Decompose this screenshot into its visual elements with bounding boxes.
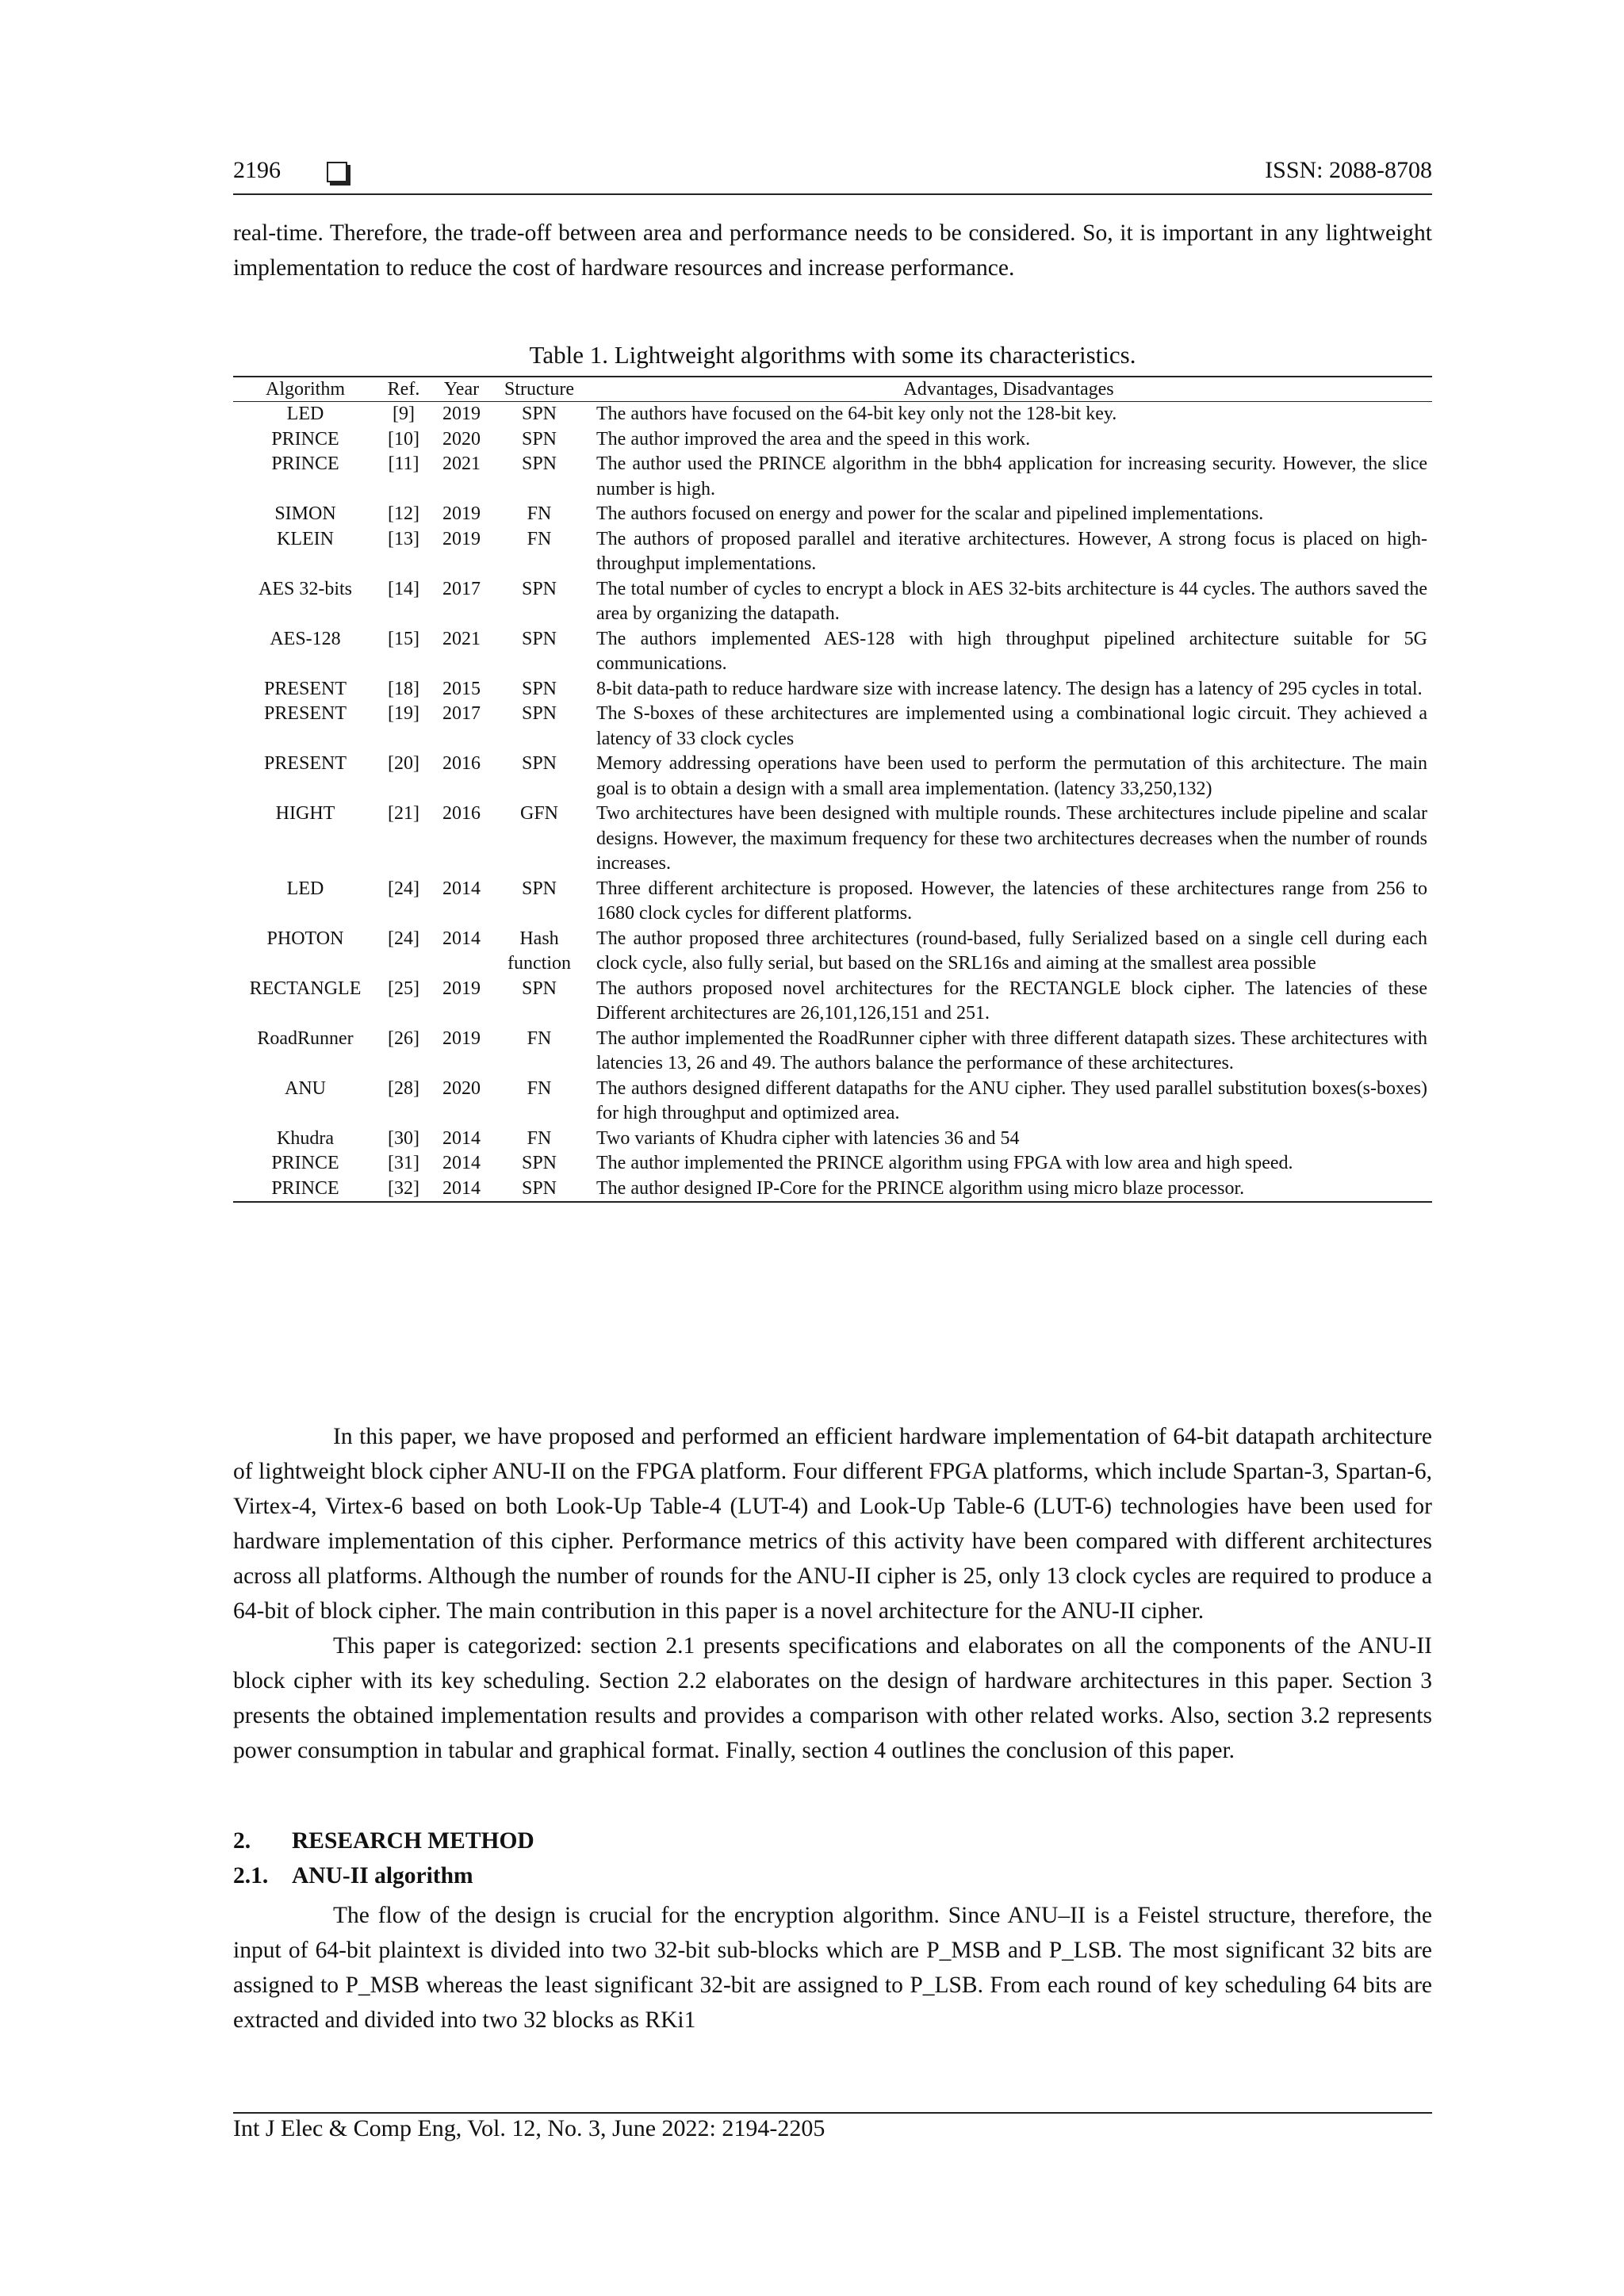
ref-cell: [24]: [388, 878, 419, 899]
ref-cell: [15]: [388, 628, 419, 649]
table-row: [233, 402, 1432, 427]
running-header: [233, 155, 1432, 195]
ref-cell: [13]: [388, 528, 419, 549]
ref-cell: [24]: [388, 928, 419, 949]
algorithm-cell: PRINCE: [271, 1153, 339, 1173]
structure-cell: SPN: [521, 878, 557, 899]
description-cell: The authors have focused on the 64-bit key only not the 128-bit key.: [596, 404, 1117, 424]
year-cell: 2021: [442, 453, 481, 474]
ref-cell: [10]: [388, 428, 419, 450]
structure-cell: FN: [527, 1077, 552, 1099]
ref-cell: [30]: [388, 1127, 419, 1149]
year-cell: 2021: [442, 628, 481, 649]
description-cell: Memory addressing operations have been used to perform the permutation of this architecture. The main goal is to obtain a design with a small area implementation. (latency 33,250,132): [596, 753, 1427, 799]
year-cell: 2019: [442, 978, 481, 999]
section-heading: [233, 1828, 1432, 1854]
table-row: [233, 1127, 1432, 1152]
algorithm-cell: PRESENT: [263, 703, 347, 724]
algorithm-cell: PRINCE: [233, 1177, 377, 1203]
ref-cell: [21]: [388, 803, 419, 824]
algorithm-cell: HIGHT: [275, 803, 335, 824]
section-number: 2.: [233, 1828, 251, 1854]
paragraph: This paper is categorized: section 2.1 presents specifications and elaborates on all the components of the ANU-II block cipher with its key scheduling. Section 2.2 elaborates on the design of hardware architectures in this paper. Section 3 presents the obtained implementation results and provides a comparison with other related works. Also, section 3.2 represents power consumption in tabular and graphical format. Finally, section 4 outlines the conclusion of this paper.: [233, 1633, 1432, 1763]
algorithm-cell: PRESENT: [263, 678, 347, 699]
algorithm-cell: ANU: [285, 1077, 326, 1099]
subsection-title: ANU-II algorithm: [292, 1863, 473, 1888]
algorithm-cell: Khudra: [277, 1127, 334, 1149]
subsection-number: 2.1.: [233, 1863, 269, 1888]
structure-cell: FN: [527, 1027, 552, 1049]
description-cell: The author implemented the RoadRunner cipher with three different datapath sizes. These architectures with latencies 13, 26 and 49. The authors balance the performance of these architectures.: [596, 1027, 1427, 1073]
table-row: [233, 1177, 1432, 1203]
table-row: [233, 527, 1432, 577]
column-header: Algorithm: [233, 377, 377, 402]
ref-cell: [20]: [388, 753, 419, 774]
paragraph: In this paper, we have proposed and performed an efficient hardware implementation of 64-bit datapath architecture of lightweight block cipher ANU-II on the FPGA platform. Four different FPGA platforms, which include Spartan-3, Spartan-6, Virtex-4, Virtex-6 based on both Look-Up Table-4 (LUT-4) and Look-Up Table-6 (LUT-6) technologies have been used for hardware implementation of this cipher. Performance metrics of this activity have been compared with different architectures across all platforms. Although the number of rounds for the ANU-II cipher is 25, only 13 clock cycles are required to produce a 64-bit of block cipher. The main contribution in this paper is a novel architecture for the ANU-II cipher.: [233, 1424, 1432, 1624]
structure-cell: SPN: [521, 628, 557, 649]
table-row: [233, 1027, 1432, 1077]
year-cell: 2017: [442, 578, 481, 599]
year-cell: 2014: [442, 1153, 481, 1173]
description-cell: The author used the PRINCE algorithm in the bbh4 application for increasing security. However, the slice number is high.: [596, 453, 1427, 499]
ref-cell: [9]: [393, 404, 415, 424]
description-cell: 8-bit data-path to reduce hardware size with increase latency. The design has a latency of 295 cycles in total.: [596, 678, 1423, 699]
structure-cell: SPN: [521, 404, 557, 424]
subsection-heading: [233, 1863, 1432, 1889]
structure-cell: Hash function: [508, 928, 571, 974]
method-section: [233, 1898, 1432, 2038]
description-cell: The authors implemented AES-128 with high throughput pipelined architecture suitable for 5G communications.: [596, 628, 1427, 674]
description-cell: The authors proposed novel architectures for the RECTANGLE block cipher. The latencies of these Different architectures are 26,101,126,151 and 251.: [596, 978, 1427, 1024]
issn-label: ISSN: 2088-8708: [1265, 157, 1432, 183]
table-row: [233, 1077, 1432, 1127]
table-row: [233, 802, 1432, 877]
description-cell: Two architectures have been designed with multiple rounds. These architectures include pipeline and scalar designs. However, the maximum frequency for these two architectures decreases when the number of rounds increases.: [596, 803, 1427, 874]
table-header-row: [233, 377, 1432, 402]
algorithm-cell: PRESENT: [263, 753, 347, 774]
table-row: [233, 977, 1432, 1027]
ref-cell: [18]: [388, 678, 419, 699]
table-row: [233, 702, 1432, 752]
body-paragraphs: [233, 1419, 1432, 1768]
year-cell: 2015: [442, 678, 481, 699]
algorithm-cell: SIMON: [274, 503, 336, 524]
ref-cell: [14]: [388, 578, 419, 599]
table-row: [233, 677, 1432, 702]
description-cell: The author proposed three architectures (round-based, fully Serialized based on a single cell during each clock cycle, also fully serial, but based on the SRL16s and aiming at the smallest area possible: [596, 928, 1427, 974]
algorithm-cell: PRINCE: [271, 453, 339, 474]
year-cell: 2014: [442, 1127, 481, 1149]
ref-cell: [28]: [388, 1077, 419, 1099]
running-footer: Int J Elec & Comp Eng, Vol. 12, No. 3, June 2022: 2194-2205: [233, 2112, 1432, 2142]
year-cell: 2014: [430, 1177, 493, 1203]
ref-cell: [26]: [388, 1027, 419, 1049]
ref-cell: [25]: [388, 978, 419, 999]
algorithm-cell: KLEIN: [277, 528, 334, 549]
intro-paragraph: real-time. Therefore, the trade-off between area and performance needs to be considered. So, it is important in any lightweight implementation to reduce the cost of hardware resources and increase performance.: [233, 220, 1432, 281]
structure-cell: FN: [527, 528, 552, 549]
algorithm-cell: RECTANGLE: [249, 978, 362, 999]
structure-cell: SPN: [521, 453, 557, 474]
page-number: 2196: [233, 157, 281, 183]
table-row: [233, 752, 1432, 802]
description-cell: The authors designed different datapaths for the ANU cipher. They used parallel substitution boxes(s-boxes) for high throughput and optimized area.: [596, 1077, 1427, 1123]
algorithm-cell: AES 32-bits: [258, 578, 352, 599]
structure-cell: SPN: [521, 703, 557, 724]
year-cell: 2014: [442, 928, 481, 949]
ref-cell: [11]: [388, 453, 419, 474]
description-cell: The authors focused on energy and power for the scalar and pipelined implementations.: [596, 503, 1264, 524]
ref-cell: [12]: [388, 503, 419, 524]
year-cell: 2016: [442, 803, 481, 824]
section-title: RESEARCH METHOD: [292, 1828, 534, 1854]
ref-cell: [32]: [377, 1177, 430, 1203]
ref-cell: [19]: [388, 703, 419, 724]
structure-cell: SPN: [521, 753, 557, 774]
year-cell: 2019: [442, 528, 481, 549]
ref-cell: [31]: [388, 1153, 419, 1173]
method-paragraph: The flow of the design is crucial for the encryption algorithm. Since ANU–II is a Feistel structure, therefore, the input of 64-bit plaintext is divided into two 32-bit sub-blocks which are P_MSB and P_LSB. The most significant 32 bits are assigned to P_MSB whereas the least significant 32-bit are assigned to P_LSB. From each round of key scheduling 64 bits are extracted and divided into two 32 blocks as RKi1: [233, 1903, 1432, 2033]
description-cell: The total number of cycles to encrypt a block in AES 32-bits architecture is 44 cycles. The authors saved the area by organizing the datapath.: [596, 578, 1427, 624]
structure-cell: SPN: [493, 1177, 585, 1203]
description-cell: The author implemented the PRINCE algorithm using FPGA with low area and high speed.: [596, 1153, 1293, 1173]
year-cell: 2020: [442, 428, 481, 450]
year-cell: 2020: [442, 1077, 481, 1099]
table-row: [233, 877, 1432, 927]
algorithm-cell: AES-128: [270, 628, 341, 649]
structure-cell: GFN: [519, 803, 558, 824]
structure-cell: SPN: [521, 978, 557, 999]
structure-cell: SPN: [521, 578, 557, 599]
column-header: Structure: [493, 377, 585, 402]
description-cell: The author designed IP-Core for the PRINCE algorithm using micro blaze processor.: [585, 1177, 1432, 1203]
structure-cell: SPN: [521, 678, 557, 699]
algorithm-cell: RoadRunner: [257, 1027, 354, 1049]
structure-cell: FN: [527, 503, 552, 524]
algorithm-cell: PHOTON: [266, 928, 344, 949]
algorithm-cell: LED: [286, 404, 324, 424]
structure-cell: SPN: [521, 1153, 557, 1173]
structure-cell: SPN: [521, 428, 557, 450]
table-row: [233, 427, 1432, 453]
description-cell: The author improved the area and the speed in this work.: [596, 428, 1031, 450]
year-cell: 2019: [442, 404, 481, 424]
column-header: Year: [430, 377, 493, 402]
description-cell: Two variants of Khudra cipher with latencies 36 and 54: [596, 1127, 1020, 1149]
description-cell: Three different architecture is proposed. However, the latencies of these architectures range from 256 to 1680 clock cycles for different platforms.: [596, 878, 1427, 924]
column-header: Advantages, Disadvantages: [585, 377, 1432, 402]
algorithm-cell: LED: [286, 878, 324, 899]
year-cell: 2019: [442, 1027, 481, 1049]
year-cell: 2014: [442, 878, 481, 899]
table-row: [233, 1151, 1432, 1177]
table-row: [233, 927, 1432, 977]
year-cell: 2017: [442, 703, 481, 724]
table-row: [233, 452, 1432, 502]
algorithm-cell: PRINCE: [271, 428, 339, 450]
year-cell: 2019: [442, 503, 481, 524]
description-cell: The authors of proposed parallel and iterative architectures. However, A strong focus is placed on high-throughput implementations.: [596, 528, 1427, 574]
table-row: [233, 627, 1432, 677]
year-cell: 2016: [442, 753, 481, 774]
column-header: Ref.: [377, 377, 430, 402]
characteristics-table: [233, 376, 1432, 1203]
table-row: [233, 577, 1432, 627]
table-body: [233, 402, 1432, 1203]
table-caption: Table 1. Lightweight algorithms with some its characteristics.: [529, 341, 1136, 369]
description-cell: The S-boxes of these architectures are implemented using a combinational logic circuit. They achieved a latency of 33 clock cycles: [596, 703, 1427, 749]
table-row: [233, 502, 1432, 527]
box-glyph-icon: [327, 162, 347, 182]
structure-cell: FN: [527, 1127, 552, 1149]
